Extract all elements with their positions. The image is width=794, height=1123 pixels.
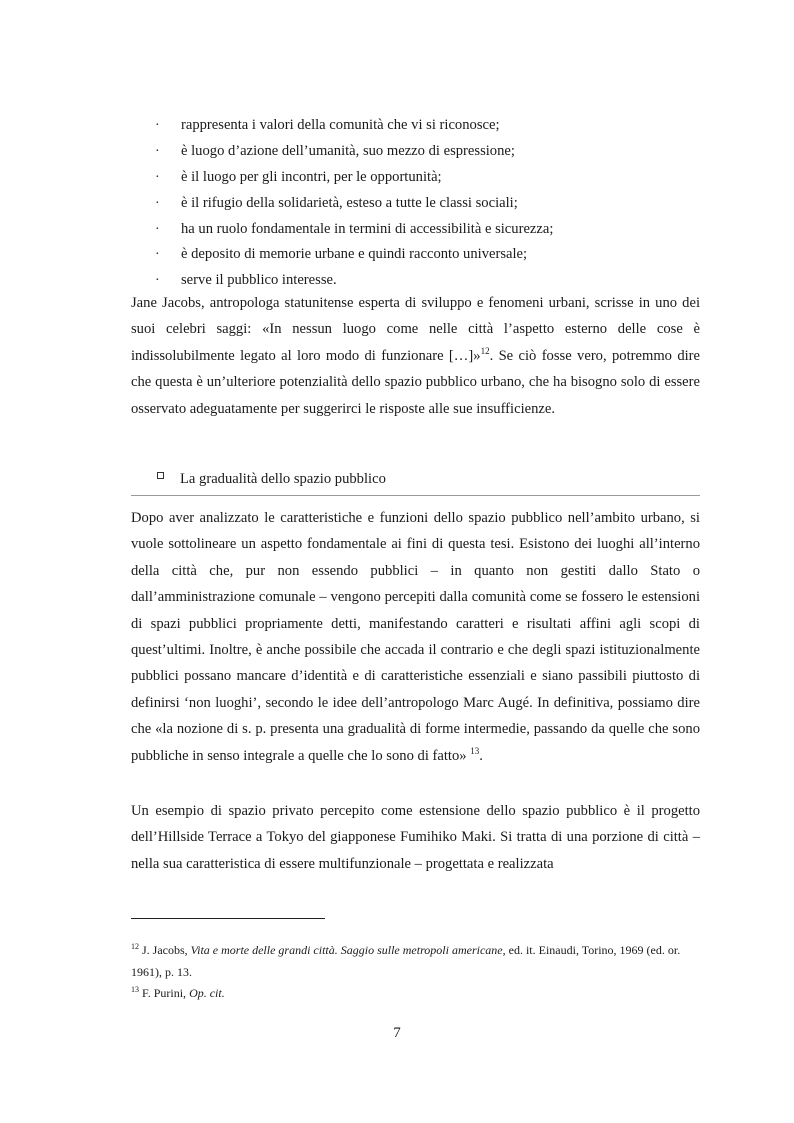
footnote-text: J. Jacobs, <box>139 943 191 957</box>
bullet-dot: · <box>155 195 160 211</box>
list-item <box>155 165 715 191</box>
section-heading-label: La gradualità dello spazio pubblico <box>180 471 386 487</box>
paragraph-text: . Se ciò fosse vero, potremmo dire che questa è un’ulteriore potenzialità dello spazio pubblico urbano, che ha bisogno solo di essere osservato adeguatamente per suggerirci le risposte alle sue insufficienze. <box>131 347 701 417</box>
square-bullet-icon <box>157 472 164 479</box>
footnote-number: 13 <box>131 985 139 994</box>
footnote <box>131 940 700 983</box>
list-item <box>155 191 715 217</box>
list-item <box>155 113 715 139</box>
list-item-text: serve il pubblico interesse. <box>181 272 337 289</box>
bullet-dot: · <box>155 221 160 237</box>
footnote-text: F. Purini, <box>139 986 190 1000</box>
footnote-ref[interactable]: 13 <box>470 745 480 756</box>
paragraph-jacobs <box>131 290 700 422</box>
bullet-dot: · <box>155 118 160 133</box>
list-item-text: rappresenta i valori della comunità che vi si riconosce; <box>181 117 500 133</box>
list-item <box>155 139 715 165</box>
paragraph-hillside: Un esempio di spazio privato percepito come estensione dello spazio pubblico è il progetto dell’Hillside Terrace a Tokyo del giapponese Fumihiko Maki. Si tratta di una porzione di città – nella sua caratteristica di essere multifunzionale – progettata e realizzata <box>131 803 700 872</box>
footnotes <box>131 940 700 1005</box>
footnote-title: Op. cit. <box>189 986 225 1000</box>
bullet-dot: · <box>155 247 160 263</box>
list-item-text: è luogo d’azione dell’umanità, suo mezzo di espressione; <box>181 142 515 159</box>
bullet-dot: · <box>155 169 160 185</box>
list-item-text: è deposito di memorie urbane e quindi racconto universale; <box>181 246 528 263</box>
paragraph-text: Dopo aver analizzato le caratteristiche e funzioni dello spazio pubblico nell’ambito urbano, si vuole sottolineare un aspetto fondamentale ai fini di questa tesi. Esistono dei luoghi all’interno della città che, pur non essendo pubblici – in quanto non gestiti dallo Stato o dall’amministrazione comunale – vengono percepiti dalla comunità come se fossero le estensioni di spazi pubblici propriamente detti, manifestando caratteri e risultati affini agli scopi di quest’ultimi. Inoltre, è anche possibile che accada il contrario e che degli spazi istituzionalmente pubblici possano mancare d’identità e di caratteristiche essenziali e siano passibili piuttosto di definirsi ‘non luoghi’, secondo le idee dell’antropologo Marc Augé. In definitiva, possiamo dire che «la nozione di s. p. presenta una gradualità di forme intermedie, passando da quelle che sono pubbliche in senso integrale a quelle che lo sono di fatto» <box>131 510 700 764</box>
footnote-separator <box>131 918 325 919</box>
bullet-dot: · <box>155 143 160 159</box>
list-item-text: ha un ruolo fondamentale in termini di accessibilità e sicurezza; <box>181 220 554 237</box>
bullet-dot: · <box>155 273 160 289</box>
paragraph-text: . <box>479 747 483 764</box>
list-item <box>155 242 715 268</box>
footnote-title: Vita e morte delle grandi città. Saggio sulle metropoli americane <box>190 943 503 957</box>
list-item-text: è il rifugio della solidarietà, esteso a tutte le classi sociali; <box>181 194 518 211</box>
footnote-ref[interactable]: 12 <box>480 345 490 356</box>
page-number: 7 <box>393 1025 401 1041</box>
footnote-number: 12 <box>131 942 139 951</box>
bullet-list <box>155 113 715 294</box>
section-heading <box>131 467 700 496</box>
footnote <box>131 983 700 1005</box>
footnote-text: , ed. it. Einaudi, Torino, 1969 (ed. or. 1961), p. 13. <box>131 943 681 979</box>
list-item <box>155 217 715 243</box>
list-item-text: è il luogo per gli incontri, per le opportunità; <box>181 168 442 185</box>
paragraph-text: Jane Jacobs, antropologa statunitense esperta di sviluppo e fenomeni urbani, scrisse in uno dei suoi celebri saggi: «In nessun luogo come nelle città l’aspetto esterno delle cose è indissolubilmente legato al loro modo di funzionare […]» <box>131 295 700 364</box>
paragraph-graduality <box>131 505 700 769</box>
